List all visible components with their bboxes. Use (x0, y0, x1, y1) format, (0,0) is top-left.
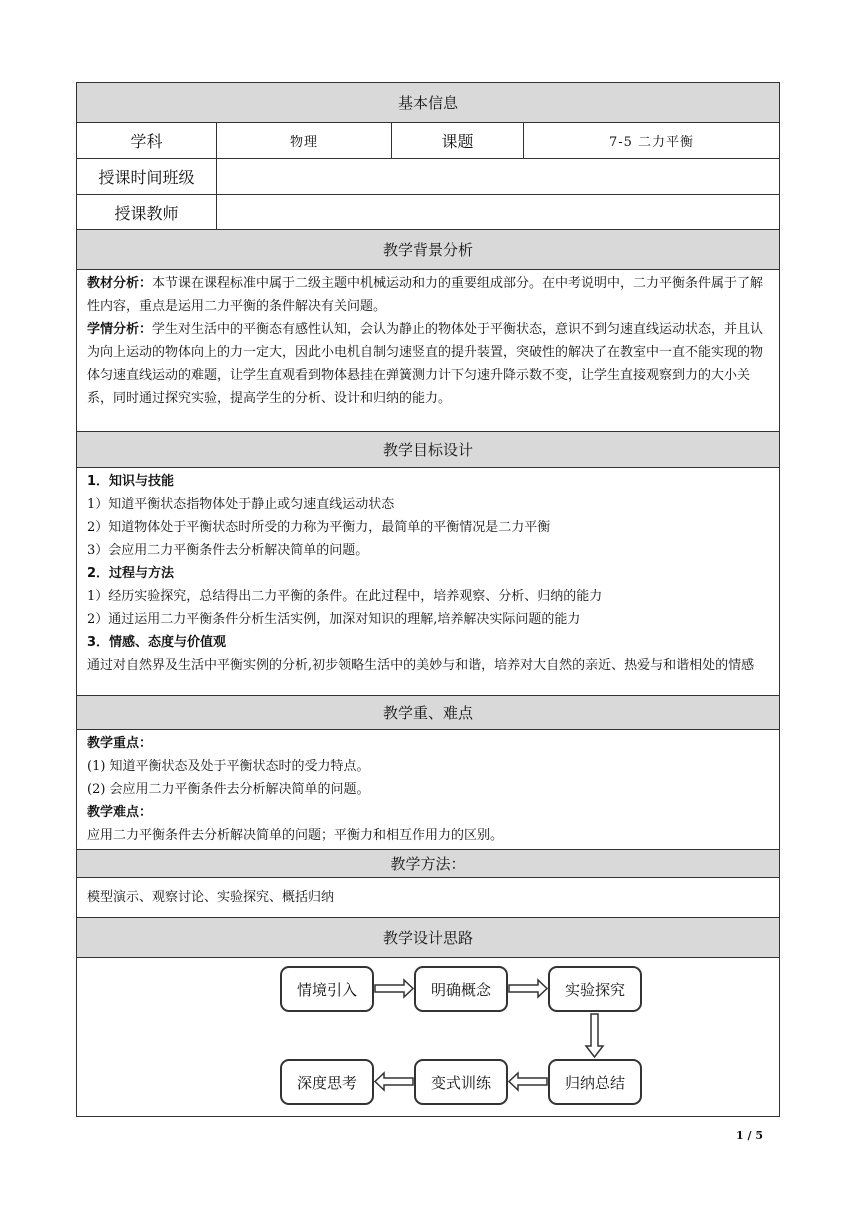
flow-step-reflection: 深度思考 (280, 1059, 374, 1105)
teacher-value (217, 195, 780, 230)
design-header: 教学设计思路 (77, 918, 780, 958)
objective-item: 2）通过运用二力平衡条件分析生活实例，加深对知识的理解,培养解决实际问题的能力 (87, 612, 581, 627)
key-point-item: (2) 会应用二力平衡条件去分析解决简单的问题。 (87, 782, 370, 797)
objective-item: 通过对自然界及生活中平衡实例的分析,初步领略生活中的美妙与和谐，培养对大自然的亲近、热爱与和谐相处的情感 (87, 658, 755, 673)
objective-section-title: 3．情感、态度与价值观 (87, 635, 227, 650)
student-analysis (87, 318, 771, 410)
subject-label: 学科 (77, 123, 217, 159)
arrow-right-icon (509, 980, 547, 997)
page-number: 1 / 5 (736, 1129, 763, 1142)
student-analysis-text: 学生对生活中的平衡态有感性认知，会认为静止的物体处于平衡状态，意识不到匀速直线运动状态，并且认为向上运动的物体向上的力一定大，因此小电机自制匀速竖直的提升装置，突破性的解决了在教室中一直不能实现的物体匀速直线运动的难题，让学生直观看到物体悬挂在弹簧测力计下匀速升降示数不变，让学生直接观察到力的大小关系，同时通过探究实验，提高学生的分析、设计和归纳的能力。 (87, 322, 764, 406)
flow-step-practice: 变式训练 (414, 1059, 508, 1105)
design-flow-cell (77, 958, 780, 1117)
subject-value: 物理 (217, 123, 392, 159)
objective-item: 1）经历实验探究，总结得出二力平衡的条件。在此过程中，培养观察、分析、归纳的能力 (87, 589, 603, 604)
difficulty-text: 应用二力平衡条件去分析解决简单的问题；平衡力和相互作用力的区别。 (87, 828, 504, 843)
objectives-header: 教学目标设计 (77, 432, 780, 468)
arrow-down-icon (586, 1014, 603, 1057)
keypoints-header: 教学重、难点 (77, 696, 780, 730)
textbook-analysis-label: 教材分析： (87, 276, 153, 291)
key-points-label: 教学重点： (87, 736, 153, 751)
objective-item: 3）会应用二力平衡条件去分析解决简单的问题。 (87, 543, 369, 558)
background-analysis-header: 教学背景分析 (77, 230, 780, 270)
student-analysis-label: 学情分析： (87, 322, 153, 337)
objectives-body (77, 468, 780, 696)
arrow-right-icon (375, 980, 413, 997)
keypoints-body (77, 730, 780, 850)
flow-step-summary: 归纳总结 (548, 1059, 642, 1105)
textbook-analysis-text: 本节课在课程标准中属于二级主题中机械运动和力的重要组成部分。在中考说明中，二力平衡条件属于了解性内容，重点是运用二力平衡的条件解决有关问题。 (87, 276, 764, 314)
topic-value: 7-5 二力平衡 (524, 123, 780, 159)
difficulty-label: 教学难点： (87, 805, 153, 820)
methods-header: 教学方法： (77, 850, 780, 878)
flow-step-concept: 明确概念 (414, 966, 508, 1012)
flow-step-context: 情境引入 (280, 966, 374, 1012)
arrow-left-icon (375, 1073, 413, 1090)
lesson-plan-document (76, 82, 779, 1117)
textbook-analysis (87, 272, 771, 318)
design-flowchart (77, 958, 779, 1116)
time-class-label: 授课时间班级 (77, 159, 217, 195)
background-analysis-body (77, 270, 780, 432)
basic-info-header: 基本信息 (77, 83, 780, 123)
objective-section-title: 2．过程与方法 (87, 566, 175, 581)
objective-item: 1）知道平衡状态指物体处于静止或匀速直线运动状态 (87, 497, 395, 512)
time-class-value (217, 159, 780, 195)
arrow-left-icon (509, 1073, 547, 1090)
objective-section-title: 1．知识与技能 (87, 474, 175, 489)
objective-item: 2）知道物体处于平衡状态时所受的力称为平衡力，最简单的平衡情况是二力平衡 (87, 520, 551, 535)
flow-step-experiment: 实验探究 (548, 966, 642, 1012)
topic-label: 课题 (392, 123, 524, 159)
methods-text: 模型演示、观察讨论、实验探究、概括归纳 (77, 878, 780, 918)
teacher-label: 授课教师 (77, 195, 217, 230)
lesson-plan-table (76, 82, 780, 1117)
key-point-item: (1) 知道平衡状态及处于平衡状态时的受力特点。 (87, 759, 370, 774)
